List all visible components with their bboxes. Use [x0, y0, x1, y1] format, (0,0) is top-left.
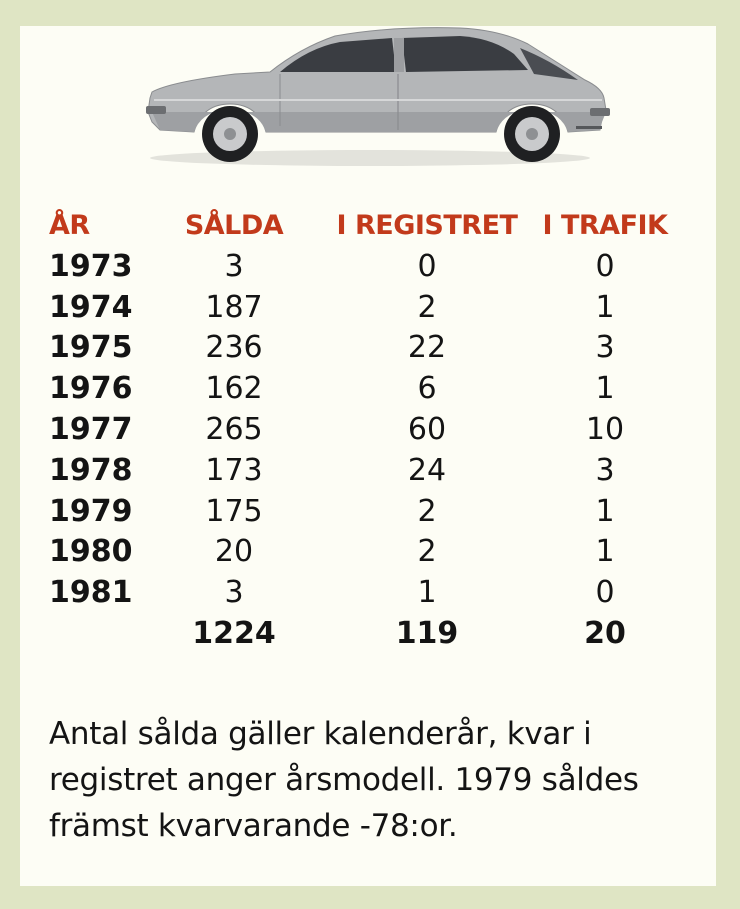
year-cell: 1977 [49, 411, 133, 447]
footnote: Antal sålda gäller kalenderår, kvar i registret anger årsmodell. 1979 såldes främst kvarvarande -78:or. [49, 716, 639, 844]
year-cell: 1978 [49, 452, 133, 488]
sold-cell: 175 [205, 493, 263, 529]
traffic-cell: 10 [585, 411, 625, 447]
table-row [20, 247, 716, 288]
sold-cell: 20 [214, 534, 254, 570]
registered-cell: 22 [407, 330, 447, 366]
registered-cell: 0 [417, 248, 437, 284]
year-cell: 1975 [49, 330, 133, 366]
table-row [20, 288, 716, 329]
year-cell: 1979 [49, 493, 133, 529]
car-photo [130, 26, 610, 186]
traffic-cell: 3 [595, 452, 615, 488]
sold-cell: 187 [205, 289, 263, 325]
traffic-cell: 1 [595, 534, 615, 570]
sold-cell: 162 [205, 371, 263, 407]
total-registered: 119 [395, 615, 459, 651]
year-cell: 1980 [49, 534, 133, 570]
sold-cell: 173 [205, 452, 263, 488]
sales-table [20, 206, 716, 655]
header-traffic: I TRAFIK [542, 210, 668, 241]
traffic-cell: 3 [595, 330, 615, 366]
table-row [20, 492, 716, 533]
table-row [20, 532, 716, 573]
year-cell: 1973 [49, 248, 133, 284]
table-row [20, 328, 716, 369]
registered-cell: 2 [417, 534, 437, 570]
header-registered: I REGISTRET [336, 210, 518, 241]
totals-row [20, 614, 716, 655]
total-sold: 1224 [192, 615, 276, 651]
registered-cell: 60 [407, 411, 447, 447]
info-card [20, 26, 716, 886]
traffic-cell: 1 [595, 493, 615, 529]
traffic-cell: 0 [595, 248, 615, 284]
registered-cell: 2 [417, 289, 437, 325]
table-row [20, 573, 716, 614]
sold-cell: 3 [224, 575, 244, 611]
traffic-cell: 1 [595, 289, 615, 325]
registered-cell: 6 [417, 371, 437, 407]
header-sold: SÅLDA [184, 210, 284, 241]
sold-cell: 3 [224, 248, 244, 284]
header-year: ÅR [49, 210, 90, 241]
traffic-cell: 0 [595, 575, 615, 611]
total-traffic: 20 [584, 615, 626, 651]
table-row [20, 451, 716, 492]
registered-cell: 2 [417, 493, 437, 529]
traffic-cell: 1 [595, 371, 615, 407]
registered-cell: 24 [407, 452, 447, 488]
table-header-row [20, 206, 716, 247]
sold-cell: 236 [205, 330, 263, 366]
sold-cell: 265 [205, 411, 263, 447]
year-cell: 1976 [49, 371, 133, 407]
year-cell: 1981 [49, 575, 133, 611]
table-row [20, 410, 716, 451]
year-cell: 1974 [49, 289, 133, 325]
table-row [20, 369, 716, 410]
registered-cell: 1 [417, 575, 437, 611]
